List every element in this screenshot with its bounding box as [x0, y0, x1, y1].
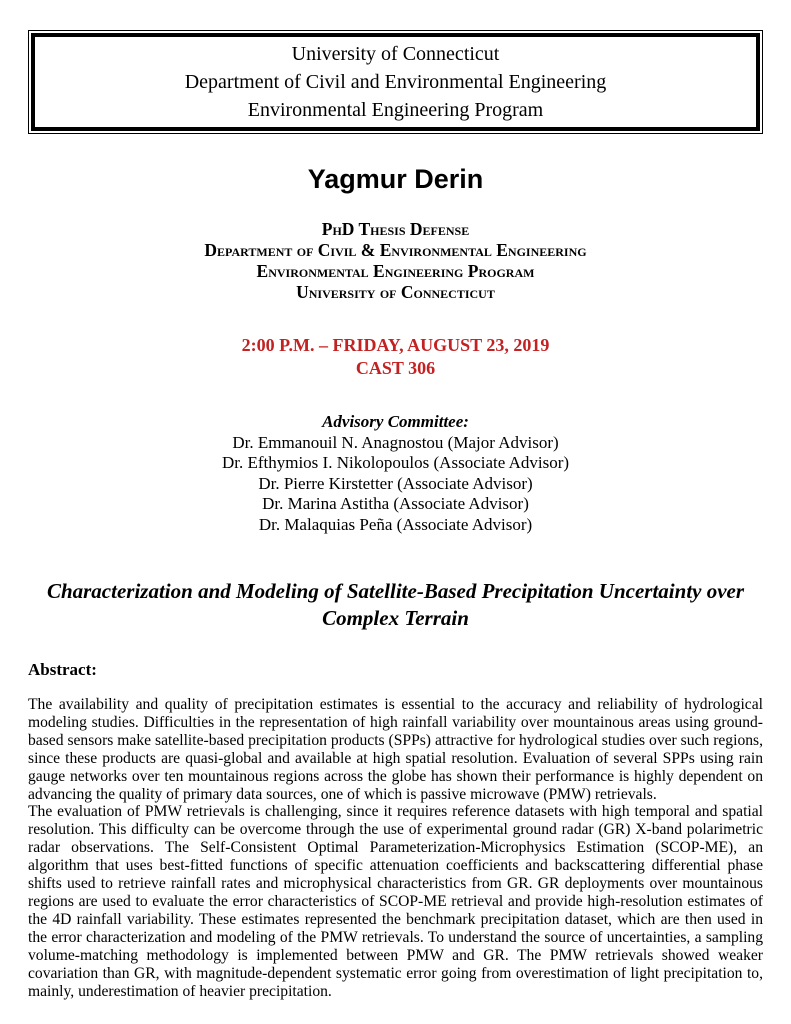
program-line-department: Department of Civil & Environmental Engineering — [204, 240, 587, 260]
abstract-heading: Abstract: — [28, 660, 97, 679]
header-line-program: Environmental Engineering Program — [247, 99, 544, 121]
speaker-name: Yagmur Derin — [307, 164, 484, 194]
header-box — [31, 33, 760, 131]
committee-member: Dr. Marina Astitha (Associate Advisor) — [262, 494, 529, 513]
program-line-program: Environmental Engineering Program — [256, 261, 535, 281]
abstract-paragraph: The evaluation of PMW retrievals is challenging, since it requires reference datasets with high temporal and spatial resolution. This difficulty can be overcome through the use of experimental ground radar (GR) X-band polarimetric radar observations. The Self-Consistent Optimal Parameterization-Microphysics Estimation (SCOP-ME), an algorithm that uses best-fitted functions of specific attenuation coefficients and backscattering differential phase shifts used to retrieve rainfall rates and microphysical characteristics from GR. GR deployments over mountainous regions are used to evaluate the error characteristics of SCOP-ME retrieval and provide high-resolution estimates of the 4D rainfall variability. These estimates represented the benchmark precipitation dataset, which are then used in the error characterization and modeling of the PMW retrievals. To understand the source of uncertainties, a sampling volume-matching methodology is implemented between PMW and GR. The PMW retrievals showed weaker covariation than GR, with magnitude-dependent systematic error going from overestimation of light precipitation to, mainly, underestimation of heavier precipitation. — [28, 803, 763, 1000]
program-line-university: University of Connecticut — [296, 282, 495, 302]
event-block — [28, 334, 763, 380]
abstract-section — [28, 659, 763, 1000]
header-line-university: University of Connecticut — [291, 43, 500, 65]
committee-member: Dr. Pierre Kirstetter (Associate Advisor) — [258, 473, 533, 493]
event-datetime: 2:00 P.M. – FRIDAY, AUGUST 23, 2019 — [241, 335, 550, 355]
committee-member: Dr. Efthymios I. Nikolopoulos (Associate Advisor) — [221, 453, 570, 472]
header-line-department: Department of Civil and Environmental Engineering — [184, 71, 607, 93]
committee-member: Dr. Malaquias Peña (Associate Advisor) — [258, 514, 533, 534]
thesis-title: Characterization and Modeling of Satellite-Based Precipitation Uncertainty over Complex Terrain — [46, 579, 745, 630]
abstract-paragraph: The availability and quality of precipitation estimates is essential to the accuracy and reliability of hydrological modeling studies. Difficulties in the representation of high rainfall variability over mountainous areas using ground-based sensors make satellite-based precipitation products (SPPs) attractive for hydrological studies over such regions, since these products are quasi-global and available at high spatial resolution. Evaluation of several SPPs using rain gauge networks over ten mountainous regions across the globe has shown their performance is highly dependent on advancing the quality of primary data sources, one of which is passive microwave (PMW) retrievals. — [28, 696, 763, 803]
committee-member: Dr. Emmanouil N. Anagnostou (Major Advisor) — [232, 432, 559, 452]
committee-block — [28, 412, 763, 535]
program-block — [28, 219, 763, 303]
committee-heading: Advisory Committee: — [322, 412, 469, 431]
program-line-defense: PhD Thesis Defense — [321, 219, 470, 239]
event-location: CAST 306 — [355, 358, 436, 378]
